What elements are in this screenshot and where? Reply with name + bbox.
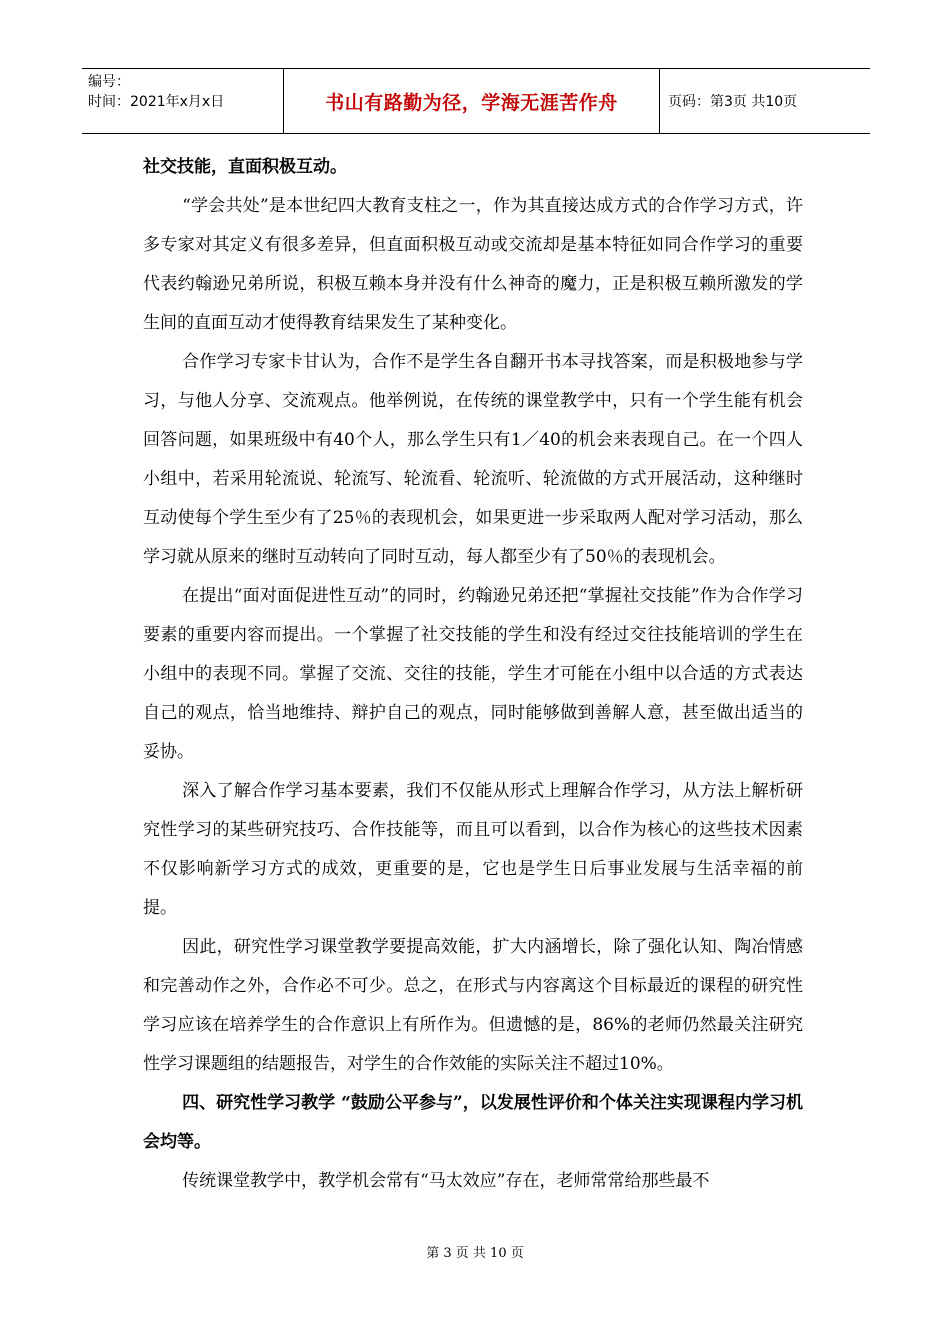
- paragraph: 深入了解合作学习基本要素，我们不仅能从形式上理解合作学习，从方法上解析研究性学习的某些研究技巧、合作技能等，而且可以看到，以合作为核心的这些技术因素不仅影响新学习方式的成效，更重要的是，它也是学生日后事业发展与生活幸福的前提。: [143, 781, 803, 918]
- paragraph-heading-continued: 社交技能，直面积极互动。: [143, 157, 347, 177]
- paragraph: “学会共处”是本世纪四大教育支柱之一，作为其直接达成方式的合作学习方式，许多专家对其定义有很多差异，但直面积极互动或交流却是基本特征如同合作学习的重要代表约翰逊兄弟所说，积极互赖本身并没有什么神奇的魔力，正是积极互赖所激发的学生间的直面互动才使得教育结果发生了某种变化。: [143, 196, 803, 333]
- page-header: [82, 68, 870, 134]
- paragraph: 因此，研究性学习课堂教学要提高效能，扩大内涵增长，除了强化认知、陶冶情感和完善动作之外，合作必不可少。总之，在形式与内容离这个目标最近的课程的研究性学习应该在培养学生的合作意识上有所作为。但遗憾的是，86%的老师仍然最关注研究性学习课题组的结题报告，对学生的合作效能的实际关注不超过10%。: [143, 937, 803, 1074]
- paragraph: 传统课堂教学中，教学机会常有“马太效应”存在，老师常常给那些最不: [182, 1171, 710, 1191]
- document-time: 时间：2021年x月x日: [88, 94, 225, 110]
- paragraph: 合作学习专家卡甘认为，合作不是学生各自翻开书本寻找答案，而是积极地参与学习，与他人分享、交流观点。他举例说，在传统的课堂教学中，只有一个学生能有机会回答问题，如果班级中有40个人，那么学生只有1／40的机会来表现自己。在一个四人小组中，若采用轮流说、轮流写、轮流看、轮流听、轮流做的方式开展活动，这种继时互动使每个学生至少有了25％的表现机会，如果更进一步采取两人配对学习活动，那么学习就从原来的继时互动转向了同时互动，每人都至少有了50％的表现机会。: [143, 352, 803, 567]
- page-footer: 第 3 页 共 10 页: [426, 1246, 524, 1261]
- section-heading: 四、研究性学习教学 “鼓励公平参与”，以发展性评价和个体关注实现课程内学习机会均等。: [143, 1093, 803, 1152]
- document-body: [143, 148, 803, 1201]
- paragraph: 在提出“面对面促进性互动”的同时，约翰逊兄弟还把“掌握社交技能”作为合作学习要素的重要内容而提出。一个掌握了社交技能的学生和没有经过交往技能培训的学生在小组中的表现不同。掌握了交流、交往的技能，学生才可能在小组中以合适的方式表达自己的观点，恰当地维持、辩护自己的观点，同时能够做到善解人意，甚至做出适当的妥协。: [143, 586, 803, 762]
- header-meta: [82, 69, 284, 133]
- document-number: 编号：: [88, 74, 130, 90]
- header-page-number: 页码：第3页 共10页: [668, 94, 798, 110]
- header-motto: 书山有路勤为径，学海无涯苦作舟: [284, 69, 660, 133]
